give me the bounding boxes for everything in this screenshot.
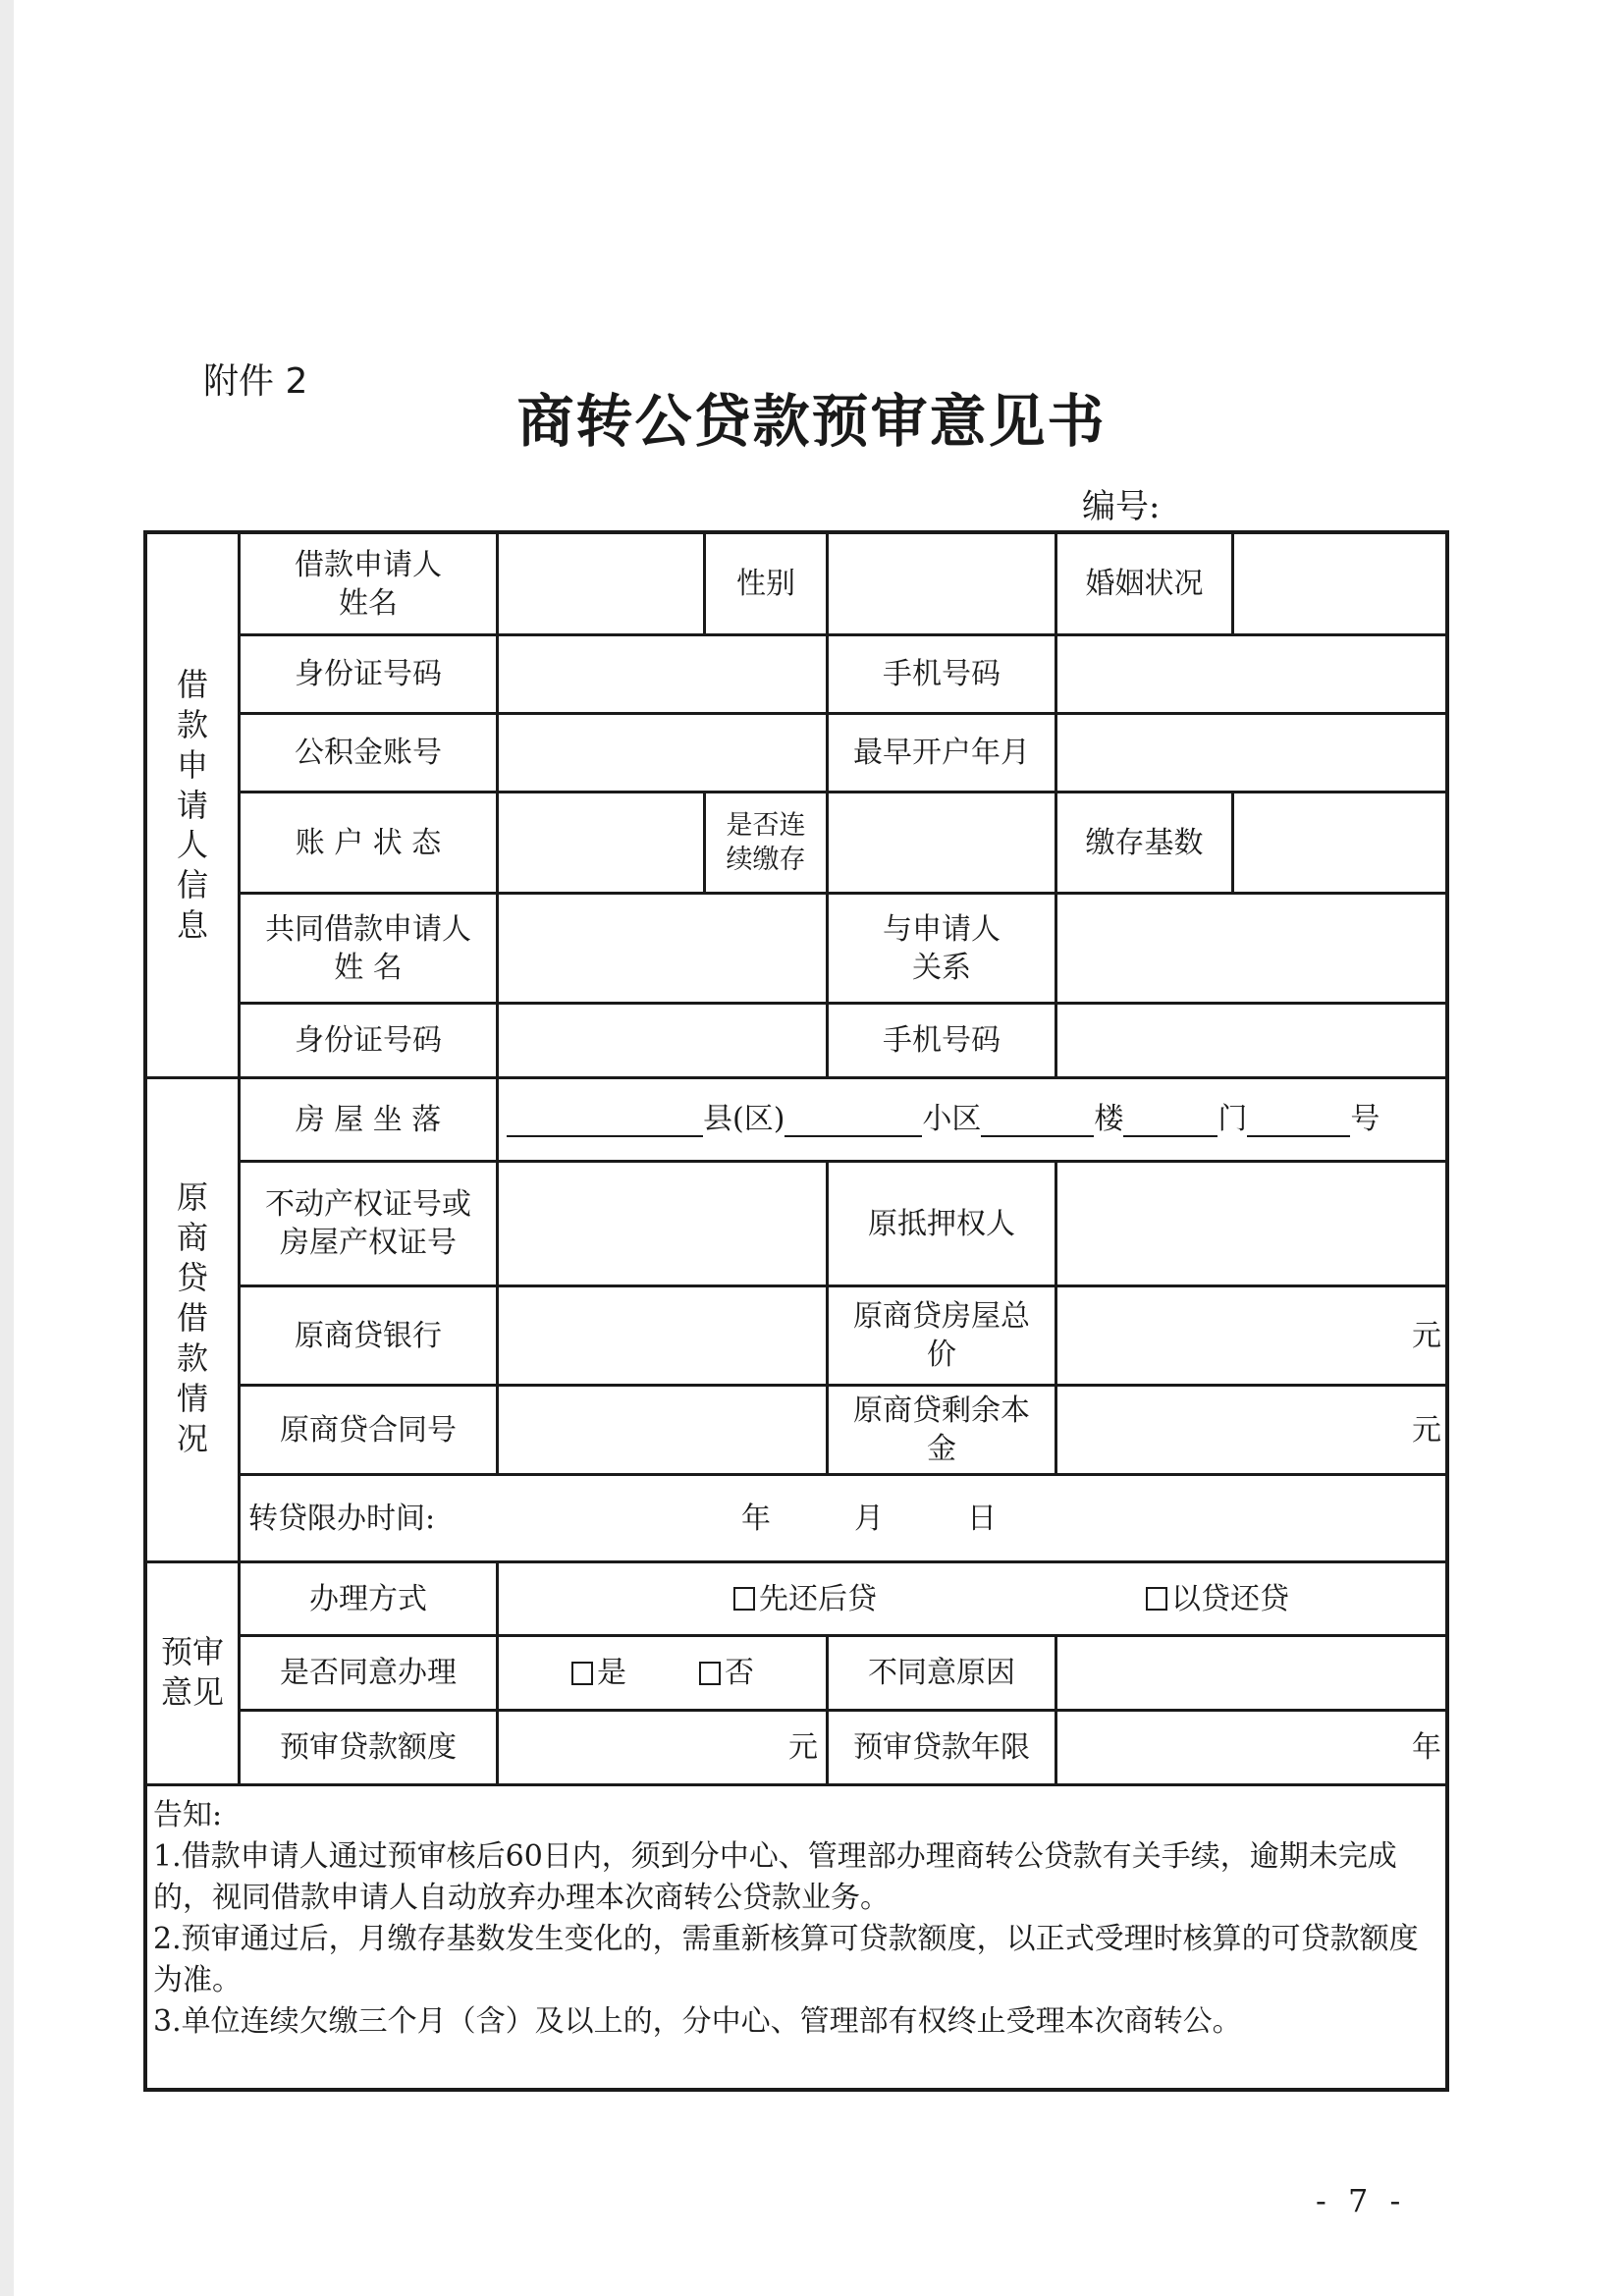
col-line: [496, 1076, 499, 1160]
co-id-number-field[interactable]: [499, 1005, 826, 1076]
notice-boundary: [147, 1783, 1449, 1786]
id-number-field[interactable]: [499, 636, 826, 712]
option-no[interactable]: 否: [668, 1637, 785, 1709]
amount-unit: 元: [788, 1730, 818, 1765]
deadline-label: 转贷限办时间:: [248, 1501, 436, 1536]
total-price-label: 原商贷房屋总 价: [853, 1299, 1030, 1372]
notice-block: [153, 1795, 1441, 2043]
deadline-year: 年: [741, 1501, 771, 1536]
house-location-label: 房 屋 坐 落: [295, 1102, 442, 1137]
option-yes[interactable]: 是: [540, 1637, 658, 1709]
handling-method-label: 办理方式: [309, 1581, 427, 1616]
remaining-principal-label: 原商贷剩余本 金: [853, 1394, 1030, 1466]
pre-review-term-field[interactable]: [1057, 1712, 1449, 1783]
annex-label: 附件 2: [203, 361, 308, 402]
remaining-principal-unit: 元: [1412, 1412, 1441, 1448]
deposit-base-label: 缴存基数: [1085, 825, 1204, 860]
checkbox-no[interactable]: [699, 1662, 721, 1685]
marital-status-label: 婚姻状况: [1085, 567, 1204, 601]
relation-label: 与申请人 关系: [883, 911, 1001, 985]
disagree-reason-field[interactable]: [1057, 1637, 1449, 1709]
relation-field[interactable]: [1057, 895, 1449, 1002]
id-number-label: 身份证号码: [295, 657, 442, 691]
continuous-deposit-field[interactable]: [829, 793, 1055, 892]
option-repay-first[interactable]: 先还后贷: [677, 1563, 933, 1634]
checkbox-repay-first[interactable]: [733, 1587, 755, 1611]
fund-account-label: 公积金账号: [295, 736, 442, 770]
account-status-field[interactable]: [499, 793, 703, 892]
total-price-field[interactable]: [1057, 1287, 1449, 1384]
scan-edge: [0, 0, 14, 2296]
applicant-name-label: 借款申请人 姓名: [295, 547, 442, 621]
page-number: - 7 -: [1316, 2182, 1407, 2219]
deposit-base-field[interactable]: [1234, 793, 1449, 892]
room-blank[interactable]: [1247, 1110, 1350, 1137]
deadline-day: 日: [967, 1501, 997, 1536]
remaining-principal-field[interactable]: [1057, 1387, 1449, 1473]
checkbox-yes[interactable]: [571, 1662, 593, 1685]
building-blank[interactable]: [981, 1110, 1094, 1137]
continuous-deposit-label: 是否连 续缴存: [726, 809, 806, 875]
gender-field[interactable]: [829, 534, 1055, 633]
account-status-label: 账 户 状 态: [295, 825, 442, 860]
property-cert-label: 不动产权证号或 房屋产权证号: [265, 1187, 471, 1260]
original-bank-field[interactable]: [499, 1287, 826, 1384]
co-id-number-label: 身份证号码: [295, 1023, 442, 1058]
deadline-month: 月: [854, 1501, 884, 1536]
community-blank[interactable]: [784, 1110, 922, 1137]
option-loan-repay[interactable]: 以贷还贷: [1090, 1563, 1345, 1634]
building-suffix: 楼: [1094, 1102, 1124, 1136]
notice-heading: 告知:: [153, 1798, 223, 1832]
unit-suffix: 门: [1217, 1102, 1248, 1136]
checkbox-loan-repay[interactable]: [1146, 1587, 1167, 1611]
section-label-original-loan: 原 商 贷 借 款 情 况: [176, 1178, 208, 1457]
fund-account-field[interactable]: [499, 715, 826, 791]
original-mortgagee-label: 原抵押权人: [868, 1206, 1015, 1241]
total-price-unit: 元: [1412, 1318, 1441, 1353]
phone-field[interactable]: [1057, 636, 1449, 712]
county-suffix: 县(区): [703, 1102, 785, 1136]
disagree-reason-label: 不同意原因: [868, 1656, 1015, 1690]
section-label-pre-review: 预审 意见: [160, 1632, 224, 1711]
co-applicant-name-field[interactable]: [499, 895, 826, 1002]
pre-review-term-label: 预审贷款年限: [853, 1730, 1030, 1765]
notice-item-2: 2.预审通过后，月缴存基数发生变化的，需重新核算可贷款额度，以正式受理时核算的可贷款额度为准。: [153, 1922, 1419, 1997]
co-phone-field[interactable]: [1057, 1005, 1449, 1076]
pre-review-amount-label: 预审贷款额度: [280, 1730, 457, 1765]
document-title: 商转公贷款预审意见书: [516, 388, 1107, 455]
property-cert-field[interactable]: [499, 1163, 826, 1285]
term-unit: 年: [1412, 1730, 1441, 1765]
room-suffix: 号: [1350, 1102, 1380, 1136]
original-mortgagee-field[interactable]: [1057, 1163, 1449, 1285]
contract-number-label: 原商贷合同号: [280, 1412, 457, 1448]
agree-label: 是否同意办理: [280, 1656, 457, 1690]
county-blank[interactable]: [507, 1110, 703, 1137]
notice-item-1: 1.借款申请人通过预审核后60日内，须到分中心、管理部办理商转公贷款有关手续，逾期未完成的，视同借款申请人自动放弃办理本次商转公贷款业务。: [153, 1839, 1397, 1915]
community-suffix: 小区: [922, 1102, 982, 1136]
house-address-line[interactable]: [507, 1098, 1380, 1137]
co-applicant-name-label: 共同借款申请人 姓 名: [265, 911, 471, 985]
unit-blank[interactable]: [1123, 1110, 1217, 1137]
original-bank-label: 原商贷银行: [295, 1318, 442, 1353]
notice-item-3: 3.单位连续欠缴三个月（含）及以上的，分中心、管理部有权终止受理本次商转公。: [153, 2004, 1242, 2039]
section-label-applicant: 借 款 申 请 人 信 息: [176, 665, 208, 945]
gender-label: 性别: [736, 567, 795, 601]
earliest-open-label: 最早开户年月: [853, 736, 1030, 770]
serial-number-label: 编号:: [1082, 487, 1161, 526]
contract-number-field[interactable]: [499, 1387, 826, 1473]
applicant-name-field[interactable]: [499, 534, 703, 633]
phone-label: 手机号码: [883, 657, 1001, 691]
co-phone-label: 手机号码: [883, 1023, 1001, 1058]
marital-status-field[interactable]: [1234, 534, 1449, 633]
pre-review-amount-field[interactable]: [499, 1712, 826, 1783]
earliest-open-field[interactable]: [1057, 715, 1449, 791]
